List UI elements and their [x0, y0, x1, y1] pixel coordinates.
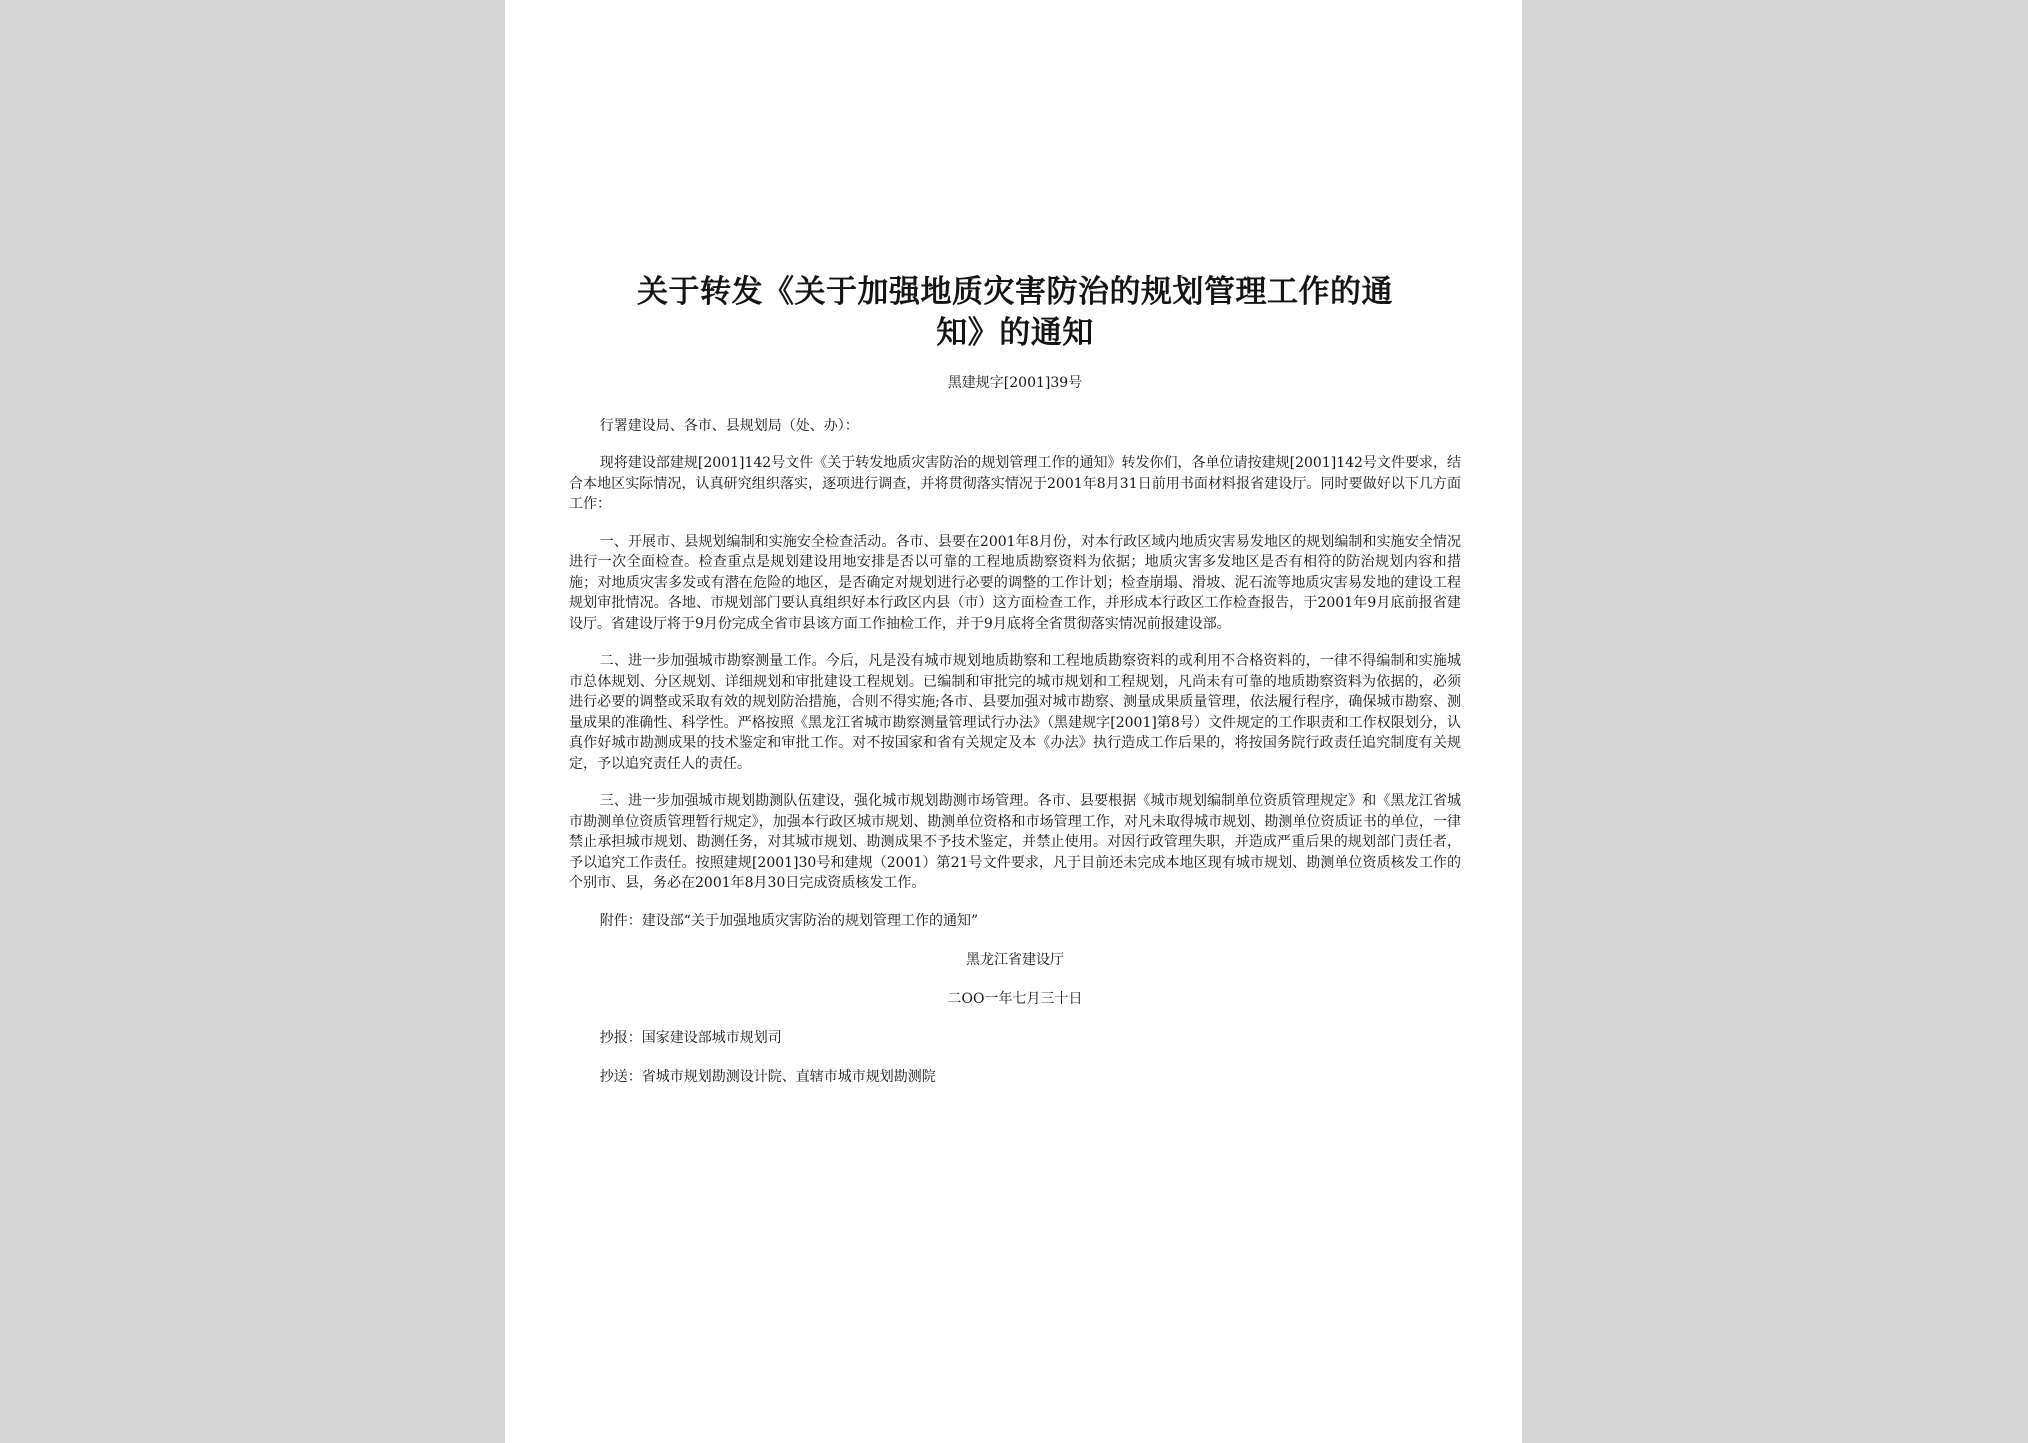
paragraph-intro: 现将建设部建规[2001]142号文件《关于转发地质灾害防治的规划管理工作的通知》转发你们，各单位请按建规[2001]142号文件要求，结合本地区实际情况，认真研究组织落实，逐项进行调查，并将贯彻落实情况于2001年8月31日前用书面材料报省建设厅。同时要做好以下几方面工作：	[569, 455, 1461, 512]
paragraph-item-3: 三、进一步加强城市规划勘测队伍建设，强化城市规划勘测市场管理。各市、县要根据《城市规划编制单位资质管理规定》和《黑龙江省城市勘测单位资质管理暂行规定》，加强本行政区城市规划、勘测单位资格和市场管理工作，对凡未取得城市规划、勘测单位资质证书的单位，一律禁止承担城市规划、勘测任务，对其城市规划、勘测成果不予技术鉴定，并禁止使用。对因行政管理失职，并造成严重后果的规划部门责任者，予以追究工作责任。按照建规[2001]30号和建规（2001）第21号文件要求，凡于目前还未完成本地区现有城市规划、勘测单位资质核发工作的个别市、县，务必在2001年8月30日完成资质核发工作。	[569, 793, 1461, 891]
document-page	[505, 0, 1522, 1443]
cc-send: 抄送：省城市规划勘测设计院、直辖市城市规划勘测院	[599, 1068, 936, 1085]
issue-date: 二OO一年七月三十日	[947, 990, 1083, 1007]
document-content	[569, 272, 1461, 1087]
title-line-2: 知》的通知	[936, 315, 1094, 351]
paragraph-item-2: 二、进一步加强城市勘察测量工作。今后，凡是没有城市规划地质勘察和工程地质勘察资料的或利用不合格资料的，一律不得编制和实施城市总体规划、分区规划、详细规划和审批建设工程规划。已编制和审批完的城市规划和工程规划，凡尚未有可靠的地质勘察资料为依据的，必须进行必要的调整或采取有效的规划防治措施，合则不得实施;各市、县要加强对城市勘察、测量成果质量管理，依法履行程序，确保城市勘察、测量成果的准确性、科学性。严格按照《黑龙江省城市勘察测量管理试行办法》（黑建规字[2001]第8号）文件规定的工作职责和工作权限划分，认真作好城市勘测成果的技术鉴定和审批工作。对不按国家和省有关规定及本《办法》执行造成工作后果的，将按国务院行政责任追究制度有关规定，予以追究责任人的责任。	[569, 653, 1461, 772]
title-line-1: 关于转发《关于加强地质灾害防治的规划管理工作的通	[637, 274, 1393, 310]
attachment-line: 附件：建设部“关于加强地质灾害防治的规划管理工作的通知”	[599, 912, 979, 929]
addressee: 行署建设局、各市、县规划局（处、办）：	[599, 418, 859, 434]
document-title	[569, 272, 1461, 354]
paragraph-item-1: 一、开展市、县规划编制和实施安全检查活动。各市、县要在2001年8月份，对本行政区域内地质灾害易发地区的规划编制和实施安全情况进行一次全面检查。检查重点是规划建设用地安排是否以可靠的工程地质勘察资料为依据；地质灾害多发地区是否有相符的防治规划内容和措施；对地质灾害多发或有潜在危险的地区，是否确定对规划进行必要的调整的工作计划；检查崩塌、滑坡、泥石流等地质灾害易发地的建设工程规划审批情况。各地、市规划部门要认真组织好本行政区内县（市）这方面检查工作，并形成本行政区工作检查报告，于2001年9月底前报省建设厅。省建设厅将于9月份完成全省市县该方面工作抽检工作，并于9月底将全省贯彻落实情况前报建设部。	[569, 533, 1461, 632]
cc-report: 抄报：国家建设部城市规划司	[599, 1029, 782, 1046]
document-number: 黑建规字[2001]39号	[947, 375, 1083, 391]
issuer: 黑龙江省建设厅	[966, 951, 1064, 968]
